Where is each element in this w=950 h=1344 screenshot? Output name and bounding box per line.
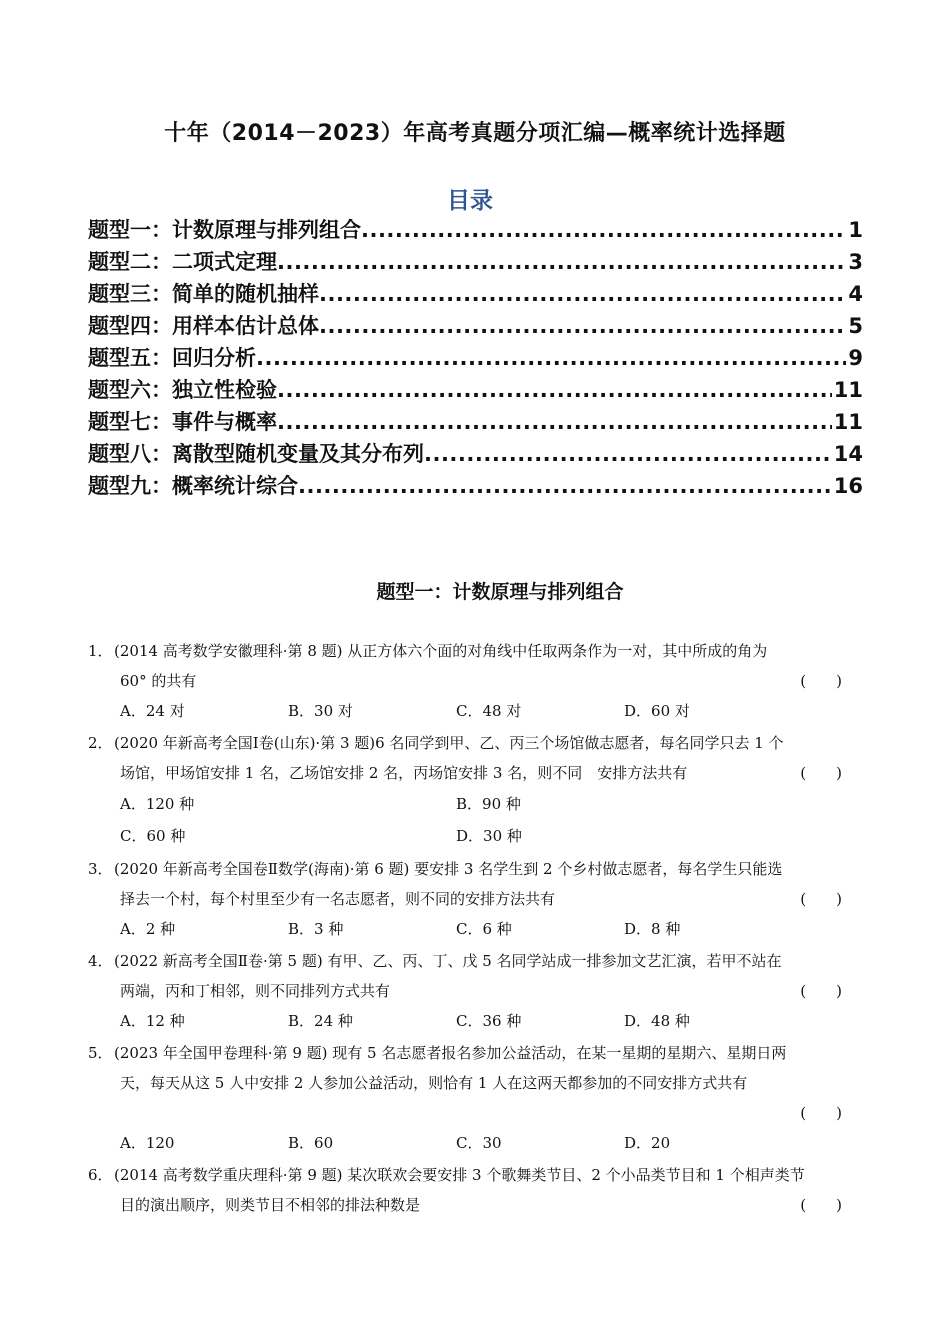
toc-item[interactable] <box>88 470 863 502</box>
question-text: (2020 年新高考全国卷Ⅱ数学(海南)·第 6 题) 要安排 3 名学生到 2 个乡村做志愿者，每名学生只能选 <box>114 860 783 878</box>
toc-item-page: 4 <box>848 282 863 306</box>
toc-leader-dots <box>256 342 846 374</box>
answer-blank: ( ) <box>800 764 842 782</box>
option-a[interactable]: A．24 对 <box>120 702 185 720</box>
toc-item-page: 3 <box>848 250 863 274</box>
options-row <box>88 788 864 820</box>
question-number: 5． <box>88 1044 113 1062</box>
toc-item[interactable] <box>88 214 863 246</box>
toc-item-page: 14 <box>833 442 863 466</box>
question-number: 2． <box>88 734 113 752</box>
table-of-contents <box>88 214 863 502</box>
question-item <box>88 1160 864 1220</box>
question-text: (2014 高考数学重庆理科·第 9 题) 某次联欢会要安排 3 个歌舞类节目、2 个小品类节目和 1 个相声类节 <box>114 1166 805 1184</box>
toc-item-label: 题型二：二项式定理 <box>88 250 277 274</box>
question-item <box>88 946 864 1036</box>
options-row <box>88 914 864 944</box>
options-row <box>88 696 864 726</box>
answer-blank: ( ) <box>800 890 842 908</box>
toc-leader-dots <box>277 374 832 406</box>
option-d[interactable]: D．30 种 <box>456 827 522 845</box>
option-d[interactable]: D．20 <box>624 1134 671 1152</box>
answer-blank: ( ) <box>800 1196 842 1214</box>
answer-blank: ( ) <box>800 672 842 690</box>
question-number: 6． <box>88 1166 113 1184</box>
option-b[interactable]: B．60 <box>288 1134 334 1152</box>
question-text-continued: 天，每天从这 5 人中安排 2 人参加公益活动，则恰有 1 人在这两天都参加的不同安排方式共有 <box>120 1074 748 1092</box>
option-d[interactable]: D．48 种 <box>624 1012 690 1030</box>
question-number: 4． <box>88 952 113 970</box>
toc-item-label: 题型五：回归分析 <box>88 346 256 370</box>
option-c[interactable]: C．30 <box>456 1134 502 1152</box>
toc-leader-dots <box>298 470 832 502</box>
options-row <box>88 1128 864 1158</box>
question-text-continued: 两端，丙和丁相邻，则不同排列方式共有 <box>120 982 391 1000</box>
toc-item-label: 题型八：离散型随机变量及其分布列 <box>88 442 424 466</box>
toc-item[interactable] <box>88 342 863 374</box>
toc-item[interactable] <box>88 406 863 438</box>
question-number: 1． <box>88 642 113 660</box>
toc-item-label: 题型七：事件与概率 <box>88 410 277 434</box>
option-b[interactable]: B．24 种 <box>288 1012 353 1030</box>
toc-item[interactable] <box>88 278 863 310</box>
toc-item-page: 9 <box>848 346 863 370</box>
question-text-continued: 60° 的共有 <box>120 672 197 690</box>
section-heading: 题型一：计数原理与排列组合 <box>376 581 624 603</box>
toc-item-page: 11 <box>833 378 863 402</box>
toc-item-label: 题型四：用样本估计总体 <box>88 314 319 338</box>
question-text: (2020 年新高考全国Ⅰ卷(山东)·第 3 题)6 名同学到甲、乙、丙三个场馆做志愿者，每名同学只去 1 个 <box>114 734 784 752</box>
option-d[interactable]: D．8 种 <box>624 920 681 938</box>
question-item <box>88 728 864 852</box>
option-a[interactable]: A．120 种 <box>120 795 195 813</box>
toc-leader-dots <box>361 214 846 246</box>
question-text: (2014 高考数学安徽理科·第 8 题) 从正方体六个面的对角线中任取两条作为一对，其中所成的角为 <box>114 642 768 660</box>
question-number: 3． <box>88 860 113 878</box>
toc-item[interactable] <box>88 246 863 278</box>
toc-item-page: 5 <box>848 314 863 338</box>
question-text-continued: 场馆，甲场馆安排 1 名，乙场馆安排 2 名，丙场馆安排 3 名，则不同 安排方法共有 <box>120 764 688 782</box>
toc-item-label: 题型九：概率统计综合 <box>88 474 298 498</box>
toc-leader-dots <box>319 310 846 342</box>
toc-item-label: 题型六：独立性检验 <box>88 378 277 402</box>
toc-leader-dots <box>277 406 832 438</box>
option-b[interactable]: B．30 对 <box>288 702 353 720</box>
toc-leader-dots <box>277 246 846 278</box>
answer-blank: ( ) <box>800 1104 842 1122</box>
question-text: (2023 年全国甲卷理科·第 9 题) 现有 5 名志愿者报名参加公益活动，在某一星期的星期六、星期日两 <box>114 1044 787 1062</box>
options-row <box>88 1006 864 1036</box>
question-item <box>88 1038 864 1158</box>
toc-heading: 目录 <box>447 188 493 214</box>
toc-item[interactable] <box>88 310 863 342</box>
toc-item-page: 16 <box>833 474 863 498</box>
document-title: 十年（2014－2023）年高考真题分项汇编—概率统计选择题 <box>164 121 786 146</box>
option-b[interactable]: B．3 种 <box>288 920 344 938</box>
toc-item-page: 1 <box>848 218 863 242</box>
option-b[interactable]: B．90 种 <box>456 795 521 813</box>
answer-blank: ( ) <box>800 982 842 1000</box>
option-a[interactable]: A．120 <box>120 1134 175 1152</box>
option-c[interactable]: C．48 对 <box>456 702 522 720</box>
option-c[interactable]: C．6 种 <box>456 920 512 938</box>
toc-item-page: 11 <box>833 410 863 434</box>
option-a[interactable]: A．2 种 <box>120 920 176 938</box>
question-text-continued: 择去一个村，每个村里至少有一名志愿者，则不同的安排方法共有 <box>120 890 556 908</box>
options-row <box>88 820 864 852</box>
toc-leader-dots <box>319 278 846 310</box>
toc-item[interactable] <box>88 374 863 406</box>
option-c[interactable]: C．60 种 <box>120 827 186 845</box>
toc-item-label: 题型三：简单的随机抽样 <box>88 282 319 306</box>
toc-item[interactable] <box>88 438 863 470</box>
question-text-continued: 目的演出顺序，则类节目不相邻的排法种数是 <box>120 1196 421 1214</box>
question-list <box>88 636 864 1222</box>
question-text: (2022 新高考全国Ⅱ卷·第 5 题) 有甲、乙、丙、丁、戊 5 名同学站成一排参加文艺汇演，若甲不站在 <box>114 952 782 970</box>
question-item <box>88 854 864 944</box>
question-item <box>88 636 864 726</box>
toc-item-label: 题型一：计数原理与排列组合 <box>88 218 361 242</box>
option-a[interactable]: A．12 种 <box>120 1012 185 1030</box>
option-c[interactable]: C．36 种 <box>456 1012 522 1030</box>
option-d[interactable]: D．60 对 <box>624 702 690 720</box>
toc-leader-dots <box>424 438 832 470</box>
